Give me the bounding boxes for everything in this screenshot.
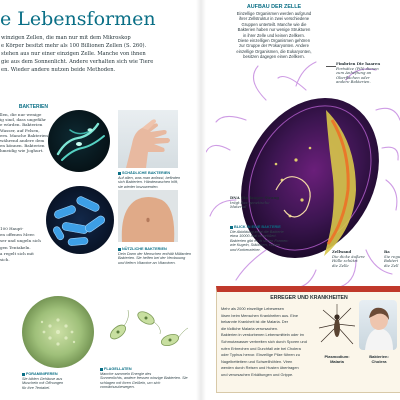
flagellates-caption: FLAGELLATEN Manche sammeln Energie des Sonnenlichts, andere fressen winzige Bakterien. Sie schlagen mit ihren Geißeln, um sich vorwärtszubewegen. — [100, 367, 188, 390]
hand-photo — [118, 110, 178, 168]
cell-structure-text: Einzellige Organismen werden aufgrund ihrer Zellstruktur in zwei verschiedene Gruppen unterteilt. Manche wie die Bakterien haben nur wenige Strukturen in ihrer Zelle und keinen Zellkern. Diese einzelligen Organismen gehören zur Gruppe der Prokaryonten. Andere einzellige Organismen, die Eukaryonten, besitzen dagegen einen Zellkern. — [236, 11, 312, 60]
caption-square-icon — [118, 248, 121, 251]
cholera-label: Bakterien: Cholera — [369, 354, 389, 364]
disease-box — [216, 286, 400, 393]
caption-square-icon — [230, 226, 233, 229]
bacterium-illustration — [206, 60, 400, 290]
bacteria-text: llen, die nur wenige ig sind, dass ungefähr e würden. Bakterien Wasser, auf Felsen, ern. Manche Bakterien während andere dem en können. Bakterien hmeidig wie Joghurt. — [0, 112, 48, 154]
disease-heading: ERREGER UND KRANKHEITEN — [270, 295, 348, 301]
harmful-bacteria-caption: SCHÄDLICHE BAKTERIEN Auf allen, was man anfasst, befinden sich Bakterien. Händewaschen hilft, sie wieder loszuwerden. — [118, 171, 181, 189]
caption-square-icon — [100, 368, 103, 371]
flagellates-image — [100, 300, 190, 360]
cell-structure-section — [218, 4, 330, 60]
bacteria-section — [0, 104, 48, 154]
foraminifera-image — [22, 296, 94, 368]
cut-off-label: Ba Sie regu Bakteri die Zell — [384, 250, 400, 268]
page-gutter — [196, 0, 206, 400]
dna-label: DNA Ein langer Strang trägt das genetische Material — [230, 195, 279, 210]
rod-bacteria-image — [46, 186, 114, 254]
disease-text: Mehr als 2000 einzellige Lebewesen lösen beim Menschen Krankheiten aus. Eine bekannte Krankheit ist die Malaria. Der die tödliche Malaria verursachen. Bakterien in verdorbenen Lebensmitteln oder im Schmutzwasser verbreiten sich durch Sporen und rufen Erbrechen und Durchfall wie bei Cholera oder Typhus hervor. Einzellige Pilze führen zu Nagelbetteitern und Schwellhöhlen. Viren werden durch Reisen und Husten übertragen und verursachen Erkältungen und Grippe. — [221, 306, 307, 377]
foraminifera-caption: FORAMINIFEREN Sie bilden Gehäuse aus Muscheln mit Öffnungen für ihre Tentakel. — [22, 372, 64, 390]
spiral-bacteria-image — [48, 110, 110, 172]
sick-girl-photo — [359, 300, 397, 350]
caption-square-icon — [22, 373, 25, 376]
mosquito-image — [317, 302, 357, 352]
malaria-label: Plasmodium: Malaria — [324, 354, 350, 364]
algae-text: 100 Haupt- en offenen Meer. ser und ungeln sich gen Tentakeln. a regelt sich mit sich. — [0, 226, 41, 263]
bacteria-heading: BAKTERIEN — [18, 104, 48, 110]
cell-wall-label: Zellwand Die dicke äußere Hülle schützt die Zelle — [332, 249, 365, 268]
page-title: e Lebensformen — [0, 8, 156, 30]
intro-text: winzigen Zellen, die man nur mit dem Mikroskop e Körper besitzt mehr als 100 Billionen Zellen (S. 260). stehen aus nur einer einzigen Zelle. Manche von ihnen gie aus dem Sonnenlicht. Andere verhalten sich wie Tiere en. Wieder andere nutzen beide Methoden. — [1, 35, 154, 73]
inside-bacterium-caption: BLICK IN EINE BAKTERIE Die Abbildung zeigt die Bakterie etwa 10000-mal vergrößert. Bakterien gibt es in vielen Formen: wie Kugeln, Stäbchen, Haken und Korkenzieher. — [230, 225, 289, 252]
fimbriae-label: Fimbrien Die haaren Fortsätze (Pili) dienen zum Anheftung an Oberflächen oder andere Bakterien. — [336, 61, 381, 85]
cell-structure-heading: AUFBAU DER ZELLE — [246, 4, 302, 10]
belly-photo — [118, 190, 178, 242]
useful-bacteria-caption: NÜTZLICHE BAKTERIEN Dein Darm der Menschen enthält Milliarden Bakterien. Sie helfen bei der Verdauung und liefern Vitamine an Vitaminen. — [118, 247, 192, 265]
fimbriae-pointer — [326, 66, 336, 67]
caption-square-icon — [118, 172, 121, 175]
